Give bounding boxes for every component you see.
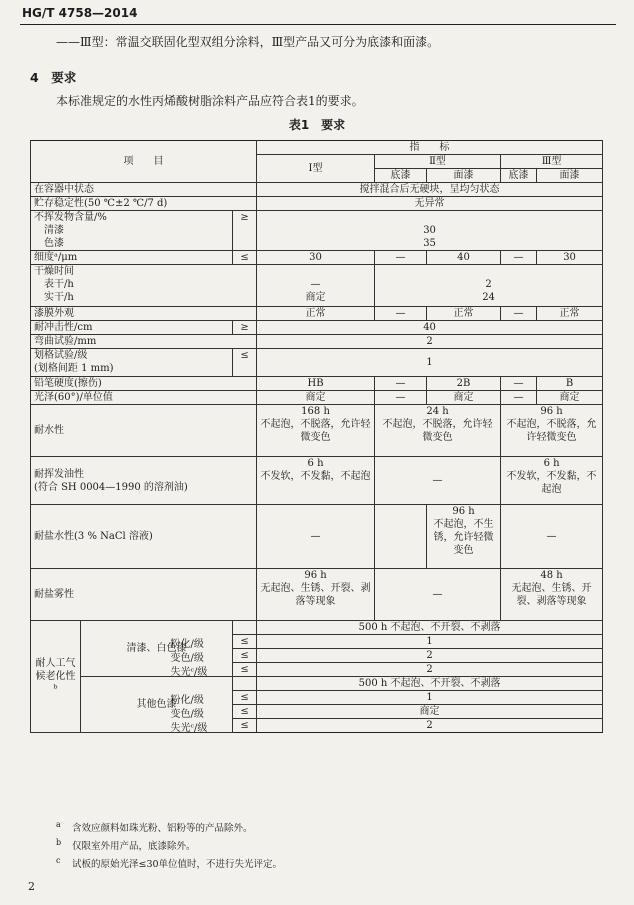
cell-t2-topcoat: 商定 — [427, 391, 501, 405]
head-t3-topcoat: 面漆 — [537, 169, 603, 183]
row-symbol: ≤ — [233, 691, 257, 705]
row-value: 搅拌混合后无硬块，呈均匀状态 — [257, 183, 603, 197]
weathering-sublabel: 变色/级 — [170, 708, 204, 720]
row-label: 弯曲试验/mm — [31, 335, 257, 349]
cell-t3: 48 h 无起泡、生锈、开裂、剥落等现象 — [501, 569, 603, 621]
header-rule — [20, 24, 616, 25]
row-label: 耐盐水性(3 % NaCl 溶液) — [31, 505, 257, 569]
cell-t3-topcoat: 正常 — [537, 307, 603, 321]
row-symbol: ≤ — [233, 719, 257, 733]
row-value: 无异常 — [257, 197, 603, 211]
row-value: 1 — [257, 349, 603, 377]
row-symbol: ≥ — [233, 211, 257, 251]
table-row — [31, 457, 603, 505]
weathering-group-2-head: 500 h 不起泡、不开裂、不剥落 — [257, 677, 603, 691]
row-label: 漆膜外观 — [31, 307, 257, 321]
head-type2: Ⅱ型 — [375, 155, 501, 169]
head-index: 指 标 — [257, 141, 603, 155]
weathering-sublabel: 粉化/级 — [170, 638, 204, 650]
weathering-group-1-head: 500 h 不起泡、不开裂、不剥落 — [257, 621, 603, 635]
table-row — [31, 307, 603, 321]
cell-t3: — — [501, 505, 603, 569]
footnote-a: a 含效应颜料如珠光粉、铝粉等的产品除外。 — [56, 820, 253, 834]
cell-t2: — — [375, 569, 501, 621]
cell-t1: HB — [257, 377, 375, 391]
table-row — [31, 211, 603, 251]
head-type3: Ⅲ型 — [501, 155, 603, 169]
cell-value: 24 — [482, 292, 495, 303]
row-symbol: ≤ — [233, 251, 257, 265]
table-row — [31, 183, 603, 197]
row-value: 2 — [257, 649, 603, 663]
weathering-sublabel: 粉化/级 — [170, 694, 204, 706]
cell-t1: 96 h 无起泡、生锈、开裂、剥落等现象 — [257, 569, 375, 621]
cell-t1: — — [257, 505, 375, 569]
row-sublabel: (划格间距 1 mm) — [34, 363, 114, 374]
cell-t2-topcoat: 2B — [427, 377, 501, 391]
table-row — [31, 621, 603, 635]
row-symbol: ≤ — [233, 663, 257, 677]
table-row — [31, 335, 603, 349]
cell-t3: 96 h 不起泡，不脱落，允许轻微变色 — [501, 405, 603, 457]
row-label: 不挥发物含量/% — [34, 212, 107, 223]
footnote-c: c 试板的原始光泽≤30单位值时，不进行失光评定。 — [56, 856, 283, 870]
row-symbol: ≤ — [233, 349, 257, 377]
section-title: 4 要求 — [30, 70, 77, 85]
row-value: 2 — [257, 719, 603, 733]
row-symbol: ≤ — [233, 649, 257, 663]
cell-t2-t3 — [375, 265, 603, 307]
row-value: 商定 — [257, 705, 603, 719]
cell-t1: 6 h 不发软，不发黏，不起泡 — [257, 457, 375, 505]
row-label-block — [31, 265, 257, 307]
cell-t3-primer: — — [501, 307, 537, 321]
row-value: 1 — [257, 635, 603, 649]
row-label: 耐水性 — [31, 405, 257, 457]
page-number: 2 — [28, 880, 35, 893]
row-label: 耐盐雾性 — [31, 569, 257, 621]
footnote-b: b 仅限室外用产品，底漆除外。 — [56, 838, 196, 852]
weathering-group-1-name: 清漆、白色漆 — [81, 621, 233, 677]
cell-t3-topcoat: B — [537, 377, 603, 391]
cell-t1: 30 — [257, 251, 375, 265]
table-row — [31, 677, 603, 691]
table-row — [31, 321, 603, 335]
row-sublabel: 实干/h — [44, 292, 74, 303]
row-value: 2 — [257, 335, 603, 349]
row-label: 贮存稳定性(50 ℃±2 ℃/7 d) — [31, 197, 257, 211]
table-row — [31, 405, 603, 457]
cell-t2-topcoat: 40 — [427, 251, 501, 265]
standard-code: HG/T 4758—2014 — [22, 6, 138, 20]
cell-t2-primer: — — [375, 377, 427, 391]
row-sublabel: 色漆 — [44, 238, 64, 249]
cell-t1 — [257, 265, 375, 307]
type3-definition: ——Ⅲ型：常温交联固化型双组分涂料，Ⅲ型产品又可分为底漆和面漆。 — [56, 35, 440, 49]
table-row — [31, 377, 603, 391]
cell-t2-primer: — — [375, 251, 427, 265]
cell-t2: 24 h 不起泡，不脱落，允许轻微变色 — [375, 405, 501, 457]
cell-t2-primer: — — [375, 391, 427, 405]
table-title: 表1 要求 — [288, 118, 346, 132]
table-row — [31, 251, 603, 265]
cell-t3-primer: — — [501, 391, 537, 405]
row-symbol: ≤ — [233, 705, 257, 719]
row-label-block — [31, 211, 233, 251]
head-t2-primer: 底漆 — [375, 169, 427, 183]
cell-t1: 正常 — [257, 307, 375, 321]
head-item: 项 目 — [31, 141, 257, 183]
table-row — [31, 197, 603, 211]
table-row — [31, 349, 603, 377]
row-symbol: ≥ — [233, 321, 257, 335]
row-sublabel: 表干/h — [44, 279, 74, 290]
weathering-sublabel: 失光ᶜ/级 — [170, 722, 208, 734]
cell-t2-primer: — — [375, 307, 427, 321]
row-symbol: ≤ — [233, 635, 257, 649]
cell-t3: 6 h 不发软，不发黏，不起泡 — [501, 457, 603, 505]
head-type1: Ⅰ型 — [257, 155, 375, 183]
cell-t3-topcoat: 30 — [537, 251, 603, 265]
row-label-block — [31, 349, 233, 377]
row-value: 30 — [423, 225, 436, 236]
table-row — [31, 391, 603, 405]
weathering-sublabel: 失光ᶜ/级 — [170, 666, 208, 678]
row-value: 40 — [257, 321, 603, 335]
table-row — [31, 505, 603, 569]
row-value: 1 — [257, 691, 603, 705]
cell-t3-primer: — — [501, 251, 537, 265]
row-value: 35 — [423, 238, 436, 249]
row-value: 2 — [257, 663, 603, 677]
cell-t2: — — [375, 457, 501, 505]
cell-value: 2 — [485, 279, 492, 290]
row-label: 光泽(60°)/单位值 — [31, 391, 257, 405]
head-t3-primer: 底漆 — [501, 169, 537, 183]
cell-value: — — [310, 279, 321, 290]
row-values — [257, 211, 603, 251]
table-row — [31, 265, 603, 307]
weathering-group-2-name: 其他色漆 — [81, 677, 233, 733]
cell-t3-primer: — — [501, 377, 537, 391]
table-row — [31, 569, 603, 621]
weathering-sublabel: 变色/级 — [170, 652, 204, 664]
row-label: 在容器中状态 — [31, 183, 257, 197]
cell-t3-topcoat: 商定 — [537, 391, 603, 405]
row-label: 干燥时间 — [34, 266, 74, 277]
row-sublabel: 清漆 — [44, 225, 64, 236]
cell-t2-topcoat: 96 h 不起泡，不生锈，允许轻微变色 — [427, 505, 501, 569]
section-intro: 本标准规定的水性丙烯酸树脂涂料产品应符合表1的要求。 — [56, 94, 364, 108]
row-label: 耐挥发油性 (符合 SH 0004—1990 的溶剂油) — [31, 457, 257, 505]
row-label: 耐冲击性/cm — [31, 321, 233, 335]
cell-t2-topcoat: 正常 — [427, 307, 501, 321]
row-label: 铅笔硬度(擦伤) — [31, 377, 257, 391]
requirements-table — [30, 140, 603, 733]
cell-t1: 商定 — [257, 391, 375, 405]
weathering-label: 耐人工气候老化性ᵇ — [31, 621, 81, 733]
head-t2-topcoat: 面漆 — [427, 169, 501, 183]
cell-value: 商定 — [305, 292, 326, 303]
row-label: 细度ᵃ/μm — [31, 251, 233, 265]
cell-t1: 168 h 不起泡，不脱落，允许轻微变色 — [257, 405, 375, 457]
cell-t2-primer — [375, 505, 427, 569]
row-label: 划格试验/级 — [34, 350, 88, 361]
